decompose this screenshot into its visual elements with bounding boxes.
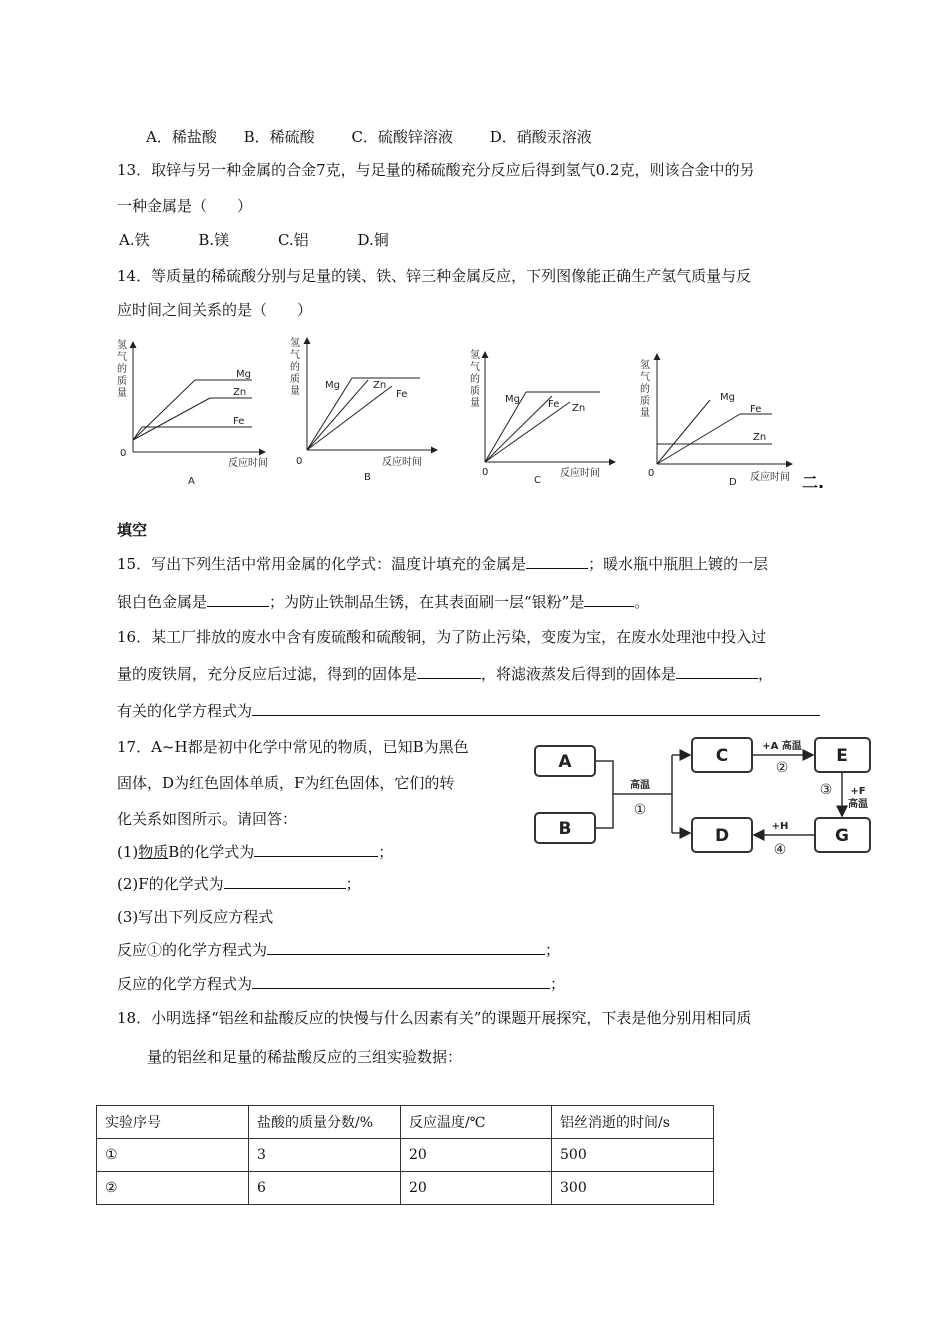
table-header-row bbox=[97, 1106, 714, 1139]
q17-sub3: (3)写出下列反应方程式 bbox=[117, 908, 274, 926]
graph-c-ylabel-5: 量 bbox=[470, 398, 480, 409]
r3-condition-2: 高温 bbox=[848, 799, 868, 810]
q17-sub1-text: B的化学式为 bbox=[168, 843, 255, 861]
r1-condition: 高温 bbox=[630, 780, 650, 791]
table-cell: 6 bbox=[249, 1172, 401, 1205]
q16-text-1: 量的废铁屑，充分反应后过滤，得到的固体是 bbox=[117, 665, 418, 683]
section-number: 二. bbox=[802, 473, 825, 492]
q15-text-1: 15．写出下列生活中常用金属的化学式：温度计填充的金属是 bbox=[117, 555, 527, 573]
graph-b-origin: 0 bbox=[296, 456, 303, 467]
graph-c-origin: 0 bbox=[482, 467, 489, 478]
q17-line1: 17．A~H都是初中化学中常见的物质，已知B为黑色 bbox=[117, 738, 469, 756]
q12-option-b: B．稀硫酸 bbox=[243, 128, 315, 146]
q17-r1-end: ； bbox=[545, 941, 561, 959]
r4-condition: +H bbox=[771, 821, 789, 832]
q12-options bbox=[146, 127, 592, 147]
r4-number: ④ bbox=[773, 842, 787, 858]
q13-option-d: D.铜 bbox=[357, 231, 389, 249]
graph-b-ylabel-5: 量 bbox=[290, 386, 300, 397]
q15-blank-2[interactable] bbox=[207, 592, 269, 607]
graph-d-ylabel-2: 气 bbox=[640, 372, 650, 383]
node-b-label: B bbox=[558, 819, 572, 839]
graph-a-ylabel-2: 气 bbox=[117, 352, 127, 363]
graph-c-ylabel-1: 氢 bbox=[470, 350, 480, 361]
graph-b bbox=[307, 338, 437, 450]
graph-a-zn-line bbox=[133, 398, 210, 440]
q17-sub2-text: (2)F的化学式为 bbox=[117, 875, 224, 893]
graph-d-ylabel-4: 质 bbox=[640, 396, 650, 407]
q17-r2-end: ； bbox=[550, 975, 566, 993]
r2-condition: +A 高温 bbox=[762, 741, 802, 752]
graph-b-ylabel-4: 质 bbox=[290, 374, 300, 385]
q14-line2: 应时间之间关系的是（ ） bbox=[117, 301, 313, 319]
q15-line1 bbox=[117, 554, 768, 574]
node-d-label: D bbox=[714, 826, 730, 846]
q15-line2 bbox=[117, 592, 649, 612]
q13-option-a: A.铁 bbox=[119, 231, 150, 249]
q15-blank-1[interactable] bbox=[526, 554, 588, 569]
q16-text-2: ，将滤液蒸发后得到的固体是 bbox=[481, 665, 677, 683]
q18-line1: 18．小明选择“铝丝和盐酸反应的快慢与什么因素有关”的课题开展探究，下表是他分别用相同质 bbox=[117, 1009, 752, 1027]
table-cell: 20 bbox=[401, 1172, 552, 1205]
q17-blank-4[interactable] bbox=[252, 974, 550, 989]
q18-line2: 量的铝丝和足量的稀盐酸反应的三组实验数据： bbox=[147, 1048, 463, 1066]
graph-d-ylabel-5: 量 bbox=[640, 408, 650, 419]
q17-flow-diagram bbox=[0, 730, 950, 880]
table-cell: 3 bbox=[249, 1139, 401, 1172]
graph-a-ylabel-1: 氢 bbox=[117, 340, 127, 351]
table-header: 铝丝消逝的时间/s bbox=[552, 1106, 714, 1139]
graph-a-ylabel-5: 量 bbox=[117, 388, 127, 399]
q16-blank-2[interactable] bbox=[676, 664, 758, 679]
q13-line1: 13．取锌与另一种金属的合金7克，与足量的稀硫酸充分反应后得到氢气0.2克，则该合金中的另 bbox=[117, 161, 755, 179]
q17-line2: 固体，D为红色固体单质，F为红色固体，它们的转 bbox=[117, 774, 455, 792]
q12-option-d: D．硝酸汞溶液 bbox=[489, 128, 592, 146]
graph-c-ylabel-2: 气 bbox=[470, 362, 480, 373]
q17-sub1-word: 物质 bbox=[138, 843, 169, 861]
table-cell: 300 bbox=[552, 1172, 714, 1205]
graph-a-label: A bbox=[188, 476, 195, 487]
node-c-label: C bbox=[715, 746, 729, 766]
graph-b-mg-label: Mg bbox=[325, 380, 340, 391]
table-cell: ② bbox=[97, 1172, 249, 1205]
q12-option-a: A．稀盐酸 bbox=[146, 128, 217, 146]
graph-a-mg-label: Mg bbox=[236, 369, 251, 380]
graph-c-fe-label: Fe bbox=[548, 399, 560, 410]
graph-a-xlabel: 反应时间 bbox=[228, 458, 268, 469]
q17-sub2-end: ； bbox=[345, 875, 361, 893]
q17-r2-text: 反应的化学方程式为 bbox=[117, 975, 253, 993]
q16-line1: 16．某工厂排放的废水中含有废硫酸和硫酸铜，为了防止污染，变废为宝，在废水处理池中投入过 bbox=[117, 628, 767, 646]
q17-sub1-num: (1) bbox=[117, 843, 139, 861]
graph-c-mg-label: Mg bbox=[505, 394, 520, 405]
q16-blank-1[interactable] bbox=[417, 664, 481, 679]
graph-b-xlabel: 反应时间 bbox=[382, 457, 422, 468]
graph-d bbox=[657, 354, 792, 464]
graph-d-fe-line bbox=[657, 414, 740, 464]
table-row bbox=[97, 1139, 714, 1172]
graph-b-zn-label: Zn bbox=[373, 380, 387, 391]
node-g-label: G bbox=[835, 826, 849, 846]
graph-d-ylabel-1: 氢 bbox=[640, 360, 650, 371]
q16-line3 bbox=[117, 701, 820, 721]
r2-number: ② bbox=[775, 760, 789, 776]
graph-a-ylabel-4: 质 bbox=[117, 376, 127, 387]
graph-b-ylabel-1: 氢 bbox=[290, 338, 300, 349]
q14-graphs bbox=[0, 330, 950, 500]
q13-option-c: C.铝 bbox=[277, 231, 309, 249]
r1-number: ① bbox=[633, 802, 647, 818]
graph-a-fe-label: Fe bbox=[233, 416, 245, 427]
q16-blank-3[interactable] bbox=[252, 701, 820, 716]
graph-a-ylabel-3: 的 bbox=[117, 364, 127, 375]
graph-a-zn-label: Zn bbox=[233, 387, 247, 398]
graph-c-fe-line bbox=[485, 396, 552, 462]
graph-b-label: B bbox=[364, 472, 371, 483]
q15-blank-3[interactable] bbox=[584, 592, 634, 607]
node-e-label: E bbox=[836, 746, 848, 766]
section-title-fill-in: 填空 bbox=[117, 521, 148, 539]
table-cell: ① bbox=[97, 1139, 249, 1172]
node-a-label: A bbox=[558, 752, 572, 772]
graph-b-fe-label: Fe bbox=[396, 389, 408, 400]
q13-line2: 一种金属是（ ） bbox=[117, 197, 253, 215]
q16-text-4: 有关的化学方程式为 bbox=[117, 702, 253, 720]
q16-text-3: ， bbox=[758, 665, 774, 683]
graph-b-fe-line bbox=[307, 386, 392, 450]
graph-b-ylabel-2: 气 bbox=[290, 350, 300, 361]
graph-d-ylabel-3: 的 bbox=[640, 384, 650, 395]
graph-d-mg-label: Mg bbox=[720, 392, 735, 403]
table-cell: 500 bbox=[552, 1139, 714, 1172]
graph-c-ylabel-3: 的 bbox=[470, 374, 480, 385]
q14-line1: 14．等质量的稀硫酸分别与足量的镁、铁、锌三种金属反应，下列图像能正确生产氢气质量与反 bbox=[117, 267, 752, 285]
q15-text-3: 银白色金属是 bbox=[117, 593, 208, 611]
table-header: 实验序号 bbox=[97, 1106, 249, 1139]
graph-c-ylabel-4: 质 bbox=[470, 386, 480, 397]
q12-option-c: C．硫酸锌溶液 bbox=[351, 128, 453, 146]
table-row bbox=[97, 1172, 714, 1205]
q16-line2 bbox=[117, 664, 773, 684]
graph-d-mg-line bbox=[657, 400, 710, 464]
q17-sub1-end: ； bbox=[378, 843, 394, 861]
q17-line3: 化关系如图所示。请回答： bbox=[117, 810, 298, 828]
table-header: 反应温度/℃ bbox=[401, 1106, 552, 1139]
graph-d-fe-label: Fe bbox=[750, 404, 762, 415]
graph-c-zn-label: Zn bbox=[572, 403, 586, 414]
q17-blank-3[interactable] bbox=[267, 940, 545, 955]
q15-text-5: 。 bbox=[634, 593, 650, 611]
q15-text-4: ；为防止铁制品生锈，在其表面刷一层“银粉”是 bbox=[269, 593, 585, 611]
graph-d-xlabel: 反应时间 bbox=[750, 472, 790, 483]
q18-data-table bbox=[96, 1105, 714, 1205]
r3-number: ③ bbox=[819, 782, 833, 798]
q15-text-2: ；暖水瓶中瓶胆上镀的一层 bbox=[588, 555, 769, 573]
graph-c-xlabel: 反应时间 bbox=[560, 468, 600, 479]
q17-r1 bbox=[117, 940, 560, 960]
graph-a-mg-line bbox=[133, 380, 195, 440]
graph-c-zn-line bbox=[485, 402, 570, 462]
q13-options bbox=[119, 230, 389, 250]
graph-b-ylabel-3: 的 bbox=[290, 362, 300, 373]
q13-option-b: B.镁 bbox=[198, 231, 230, 249]
graph-d-origin: 0 bbox=[648, 468, 655, 479]
q17-r2 bbox=[117, 974, 565, 994]
q17-r1-text: 反应①的化学方程式为 bbox=[117, 941, 268, 959]
r3-condition-1: +F bbox=[850, 786, 866, 797]
graph-a-origin: 0 bbox=[120, 448, 127, 459]
table-cell: 20 bbox=[401, 1139, 552, 1172]
table-header: 盐酸的质量分数/% bbox=[249, 1106, 401, 1139]
graph-d-label: D bbox=[729, 477, 737, 488]
graph-c-label: C bbox=[534, 475, 541, 486]
graph-d-zn-label: Zn bbox=[753, 432, 767, 443]
